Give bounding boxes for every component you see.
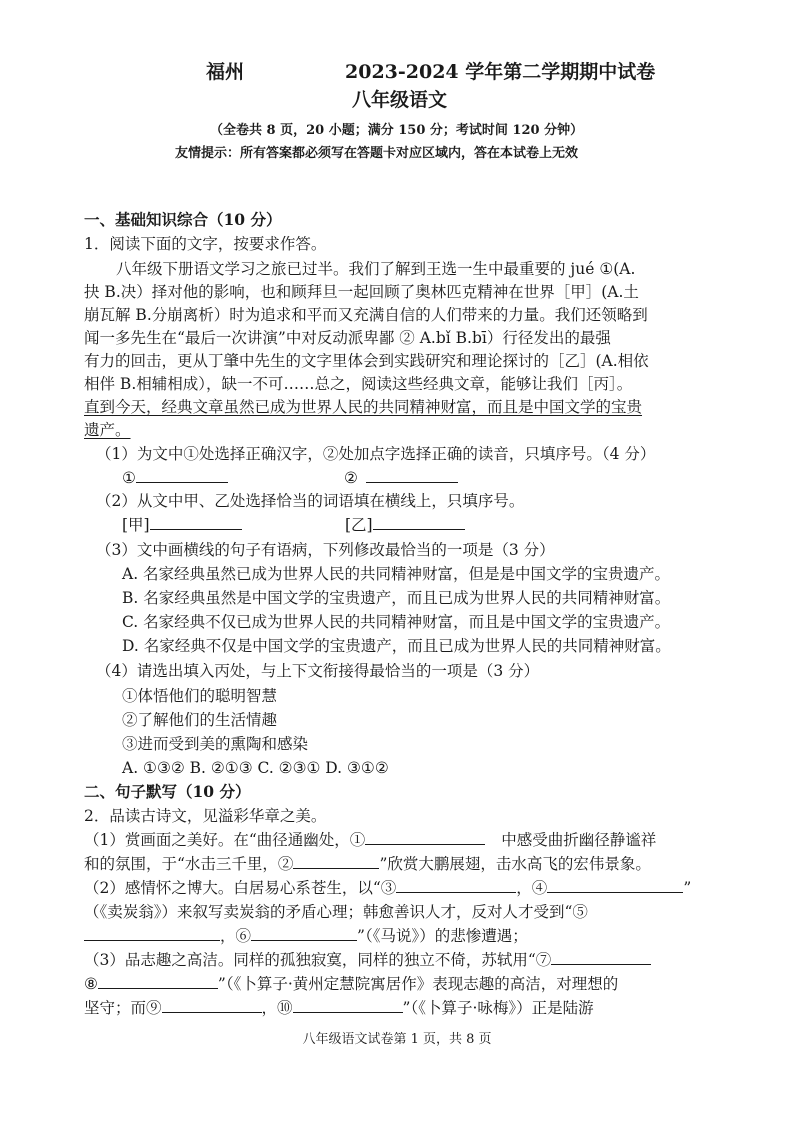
answer-line-2: [344, 468, 458, 488]
answer-blank[interactable]: [293, 854, 379, 869]
answer-blank[interactable]: [251, 926, 357, 941]
poem-line: [84, 830, 656, 850]
answer-line-yi: [345, 515, 465, 535]
blank-label: [甲]: [122, 516, 150, 534]
answer-blank[interactable]: [396, 878, 516, 893]
section1-heading: 一、基础知识综合（10 分）: [84, 210, 282, 229]
answer-blank[interactable]: [366, 468, 458, 483]
poem-text: ，⑥: [220, 927, 252, 945]
sub-question-2: （2）从文中甲、乙处选择恰当的词语填在横线上，只填序号。: [96, 492, 525, 510]
answer-blank[interactable]: [84, 926, 220, 941]
answer-line-1: [122, 468, 228, 488]
answer-line-jia: [122, 515, 242, 535]
q1-intro: 1．阅读下面的文字，按要求作答。: [84, 235, 327, 253]
poem-text: 坚守；而⑨: [84, 999, 162, 1017]
sub-question-4: （4）请选出填入丙处，与上下文衔接得最恰当的一项是（3 分）: [96, 662, 540, 680]
exam-title: 2023-2024 学年第二学期期中试卷: [345, 61, 656, 83]
passage-line: 有力的回击，更从丁肇中先生的文字里体会到实践研究和理论探讨的［乙］(A.相依: [84, 352, 649, 370]
passage-line: 抉 B.决）择对他的影响，也和顾拜旦一起回顾了奥林匹克精神在世界［甲］(A.土: [84, 283, 639, 301]
poem-line: （《卖炭翁》）来叙写卖炭翁的矛盾心理；韩愈善识人才，反对人才受到“⑤: [84, 903, 588, 921]
poem-line: [84, 926, 528, 946]
passage-line-underlined: 遗产。: [84, 421, 131, 439]
q2-intro: 2．品读古诗文，见溢彩华章之美。: [84, 807, 327, 825]
passage-line: 八年级下册语文学习之旅已过半。我们了解到王选一生中最重要的 jué ①(A.: [116, 260, 636, 278]
passage-line: 相伴 B.相辅相成），缺一不可……总之，阅读这些经典文章，能够让我们［丙］。: [84, 375, 633, 393]
poem-line: [84, 974, 618, 994]
sub-question-3: （3）文中画横线的句子有语病，下列修改最恰当的一项是（3 分）: [96, 541, 555, 559]
choice-options: A. ①③② B. ②①③ C. ②③① D. ③①②: [122, 759, 389, 777]
footer-text: 八年级语文试卷第 1 页，共 8 页: [302, 1032, 492, 1047]
poem-text: ”欣赏大鹏展翅，击水高飞的宏伟景象。: [379, 855, 651, 873]
option-d: D. 名家经典不仅是中国文学的宝贵遗产，而且已成为世界人民的共同精神财富。: [122, 637, 671, 655]
poem-text: ”（《马说》）的悲惨遭遇；: [357, 927, 528, 945]
choice-item: ①体悟他们的聪明智慧: [122, 687, 278, 705]
exam-meta: （全卷共 8 页，20 小题；满分 150 分；考试时间 120 分钟）: [210, 123, 584, 138]
blank-label: ①: [122, 469, 136, 487]
answer-blank[interactable]: [373, 515, 465, 530]
poem-line: [84, 878, 691, 898]
option-b: B. 名家经典虽然是中国文学的宝贵遗产，而且已成为世界人民的共同精神财富。: [122, 589, 671, 607]
poem-line: [84, 854, 651, 874]
answer-blank[interactable]: [365, 830, 485, 845]
passage-line-underlined: 直到今天，经典文章虽然已成为世界人民的共同精神财富，而且是中国文学的宝贵: [84, 398, 643, 416]
answer-blank[interactable]: [547, 878, 683, 893]
answer-blank[interactable]: [98, 974, 218, 989]
answer-blank[interactable]: [162, 998, 262, 1013]
subject-title: 八年级语文: [352, 89, 448, 111]
answer-blank[interactable]: [293, 998, 403, 1013]
poem-line: [84, 998, 594, 1018]
poem-text: ”（《卜算子·黄州定慧院寓居作》表现志趣的高洁，对理想的: [217, 975, 619, 993]
section2-heading: 二、句子默写（10 分）: [84, 782, 251, 801]
poem-text: ”: [683, 879, 692, 897]
answer-blank[interactable]: [136, 468, 228, 483]
poem-text: 和的氛围，于“水击三千里，②: [84, 855, 294, 873]
poem-line: [84, 950, 651, 970]
option-a: A. 名家经典虽然已成为世界人民的共同精神财富，但是是中国文学的宝贵遗产。: [122, 565, 671, 583]
exam-tip: 友情提示：所有答案都必须写在答题卡对应区域内，答在本试卷上无效: [175, 146, 579, 161]
blank-label: ②: [344, 469, 358, 487]
answer-blank[interactable]: [551, 950, 651, 965]
poem-text: ，⑩: [261, 999, 293, 1017]
poem-text: 中感受曲折幽径静谧祥: [501, 831, 657, 849]
city-label: 福州: [206, 61, 245, 83]
choice-item: ②了解他们的生活情趣: [122, 711, 278, 729]
poem-text: ⑧: [84, 975, 98, 993]
choice-item: ③进而受到美的熏陶和感染: [122, 735, 309, 753]
poem-text: ，④: [516, 879, 548, 897]
poem-text: （1）赏画面之美好。在“曲径通幽处，①: [84, 831, 366, 849]
option-c: C. 名家经典不仅已成为世界人民的共同精神财富，而且是中国文学的宝贵遗产。: [122, 613, 671, 631]
passage-line: 崩瓦解 B.分崩离析）时为追求和平而又充满自信的人们带来的力量。我们还领略到: [84, 306, 648, 324]
blank-label: [乙]: [345, 516, 373, 534]
passage-line: 闻一多先生在“最后一次讲演”中对反动派卑鄙 ② A.bǐ B.bī）行径发出的最强: [84, 329, 611, 347]
poem-text: （2）感情怀之博大。白居易心系苍生，以“③: [84, 879, 397, 897]
answer-blank[interactable]: [150, 515, 242, 530]
poem-text: （3）品志趣之高洁。同样的孤独寂寞，同样的独立不倚，苏轼用“⑦: [84, 951, 552, 969]
page-footer: [0, 1030, 794, 1050]
sub-question-1: （1）为文中①处选择正确汉字，②处加点字选择正确的读音，只填序号。（4 分）: [96, 445, 656, 463]
poem-text: ”（《卜算子·咏梅》）正是陆游: [402, 999, 594, 1017]
